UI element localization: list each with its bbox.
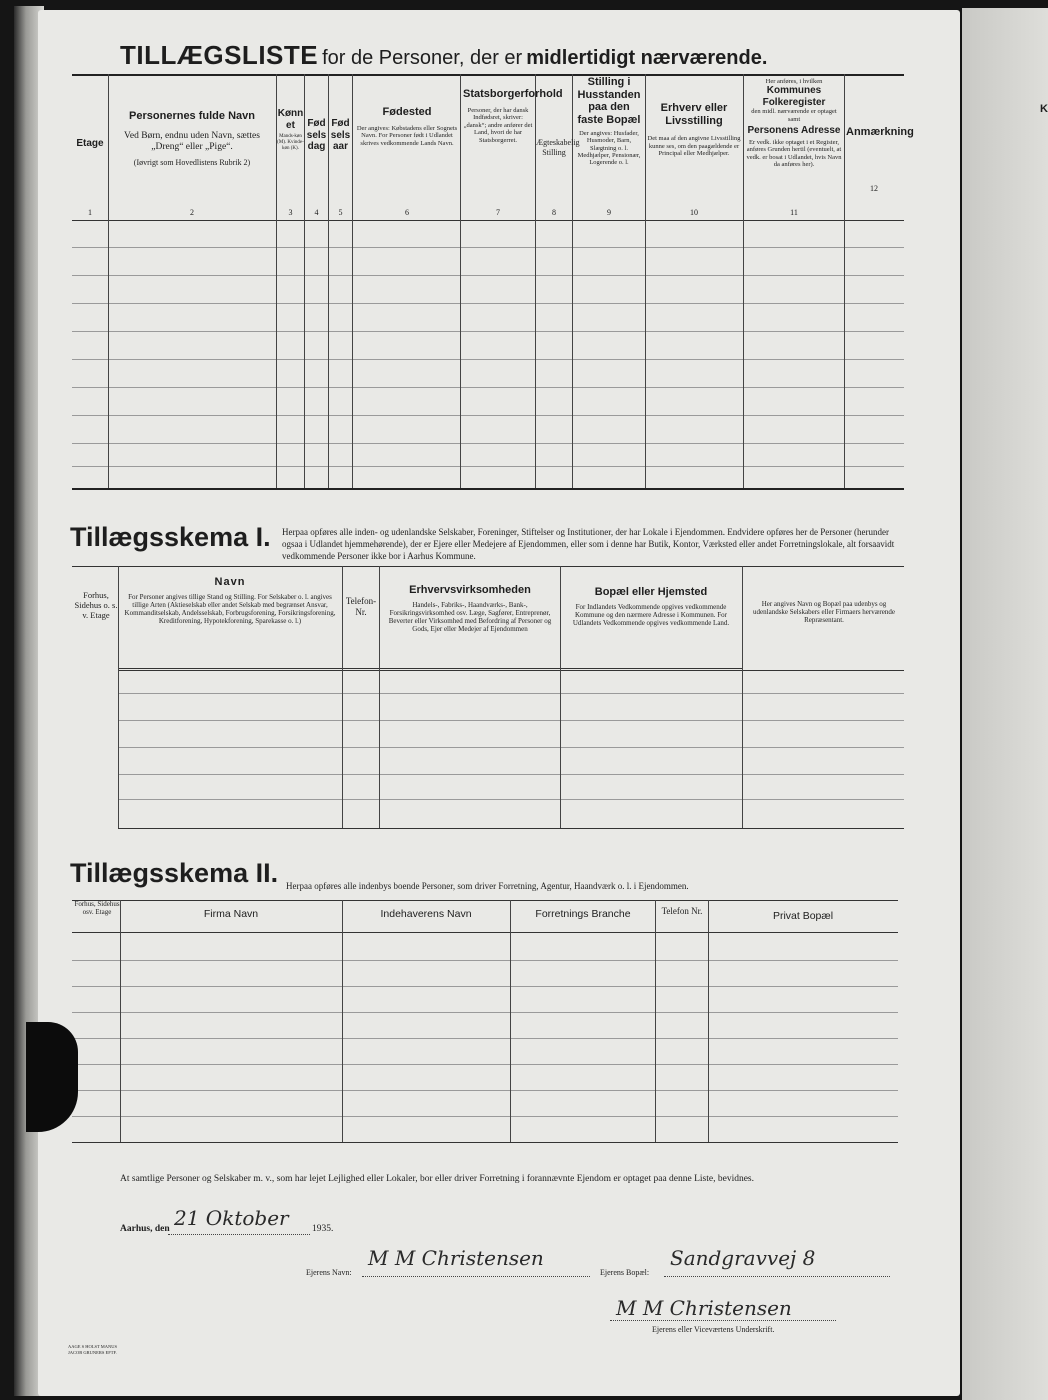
s1-col-residence [562,586,740,627]
col-num-4: 4 [314,208,319,217]
main-title [120,40,767,71]
handwritten-owner: M M Christensen [368,1246,544,1270]
declaration-text: At samtlige Personer og Selskaber m. v., som har lejet Lejlighed eller Lokaler, bor eller driver Forretning i forannævnte Ejendom er optaget paa denne Liste, bevidnes. [120,1174,754,1184]
col-num-10: 10 [690,208,698,217]
skema2-intro: Herpaa opføres alle indenbys boende Personer, som driver Forretning, Agentur, Haandværk o. l. i Ejendommen. [286,881,689,891]
title-bold: TILLÆGSLISTE [120,40,319,70]
col-name-sub: Ved Børn, endnu uden Navn, sættes „Dreng“ eller „Pige“. [124,130,260,152]
title-rest: for de Personer, der er [322,47,523,69]
handwritten-address: Sandgravvej 8 [670,1246,816,1270]
s2-col-private-address: Privat Bopæl [772,910,834,922]
col-occupation-sub: Det maa af den angivne Livsstilling kunne ses, om den paagældende er Principal eller Medhjælper. [647,135,741,158]
handwritten-signature: M M Christensen [616,1296,792,1320]
s1-col-phone: Telefon-Nr. [345,596,377,617]
s2-col-owner: Indehaverens Navn [380,908,472,920]
col-name-note: (Iøvrigt som Hovedlistens Rubrik 2) [133,158,251,168]
col-household [574,76,644,167]
col-birthday: Fødselsdag [306,118,327,152]
col-sex-sub: Mands-køn (M). Kvinde-køn (K). [277,134,304,151]
title-bold2: midlertidigt nærværende. [526,47,768,69]
col-num-1: 1 [88,208,92,217]
col-num-9: 9 [607,208,611,217]
s2-col-floor: Forhus, Sidehus osv. Etage [74,900,120,917]
col-household-title: Stilling i Husstanden paa den faste Bopæl [577,76,641,126]
s2-col-firm: Firma Navn [203,908,259,920]
s1-col-name [120,576,340,625]
adjacent-page-letter: K [1040,103,1048,115]
col-register [745,78,843,169]
s1-col-name-title: Navn [214,576,246,588]
skema1-intro: Herpaa opføres alle inden- og udenlandske Selskaber, Foreninger, Stiftelser og Institutioner, der har Lokale i Ejendommen. Endvidere opføres her de Personer (herunder ogsaa i Udlandet hjemmehørende), der er Ejere eller Medejere af Ejendommen, eller som i denne har Butik, Kontor, Værksted eller andet Forretningslokale, alt forsaavidt vedkommende Personer ikke bor i Aarhus Kommune. [282,527,895,562]
signature-label: Ejerens eller Viceværtens Underskrift. [652,1325,775,1334]
col-occupation-title: Erhverv eller Livsstilling [660,102,728,127]
s2-col-phone: Telefon Nr. [661,906,703,916]
col-num-5: 5 [338,208,343,217]
s1-col-floor: Forhus, Sidehus o. s. v. Etage [74,590,118,621]
adjacent-page [962,8,1048,1400]
col-citizenship-sub: Personer, der har dansk Indfødsret, skriver: „dansk“; andre anfører det Land, hvori de har Statsborgerret. [463,106,533,144]
place-label: Aarhus, den [120,1224,170,1234]
col-num-6: 6 [405,208,409,217]
col-birthplace-title: Fødested [382,106,432,118]
col-name-title: Personernes fulde Navn [129,110,255,122]
col-num-11: 11 [790,208,798,217]
col-marital: Ægteskabelig Stilling [536,138,580,157]
col-num-7: 7 [496,208,500,217]
s1-col-residence-title: Bopæl eller Hjemsted [594,586,708,598]
address-label: Ejerens Bopæl: [600,1268,650,1277]
skema2-title: Tillægsskema II. [70,858,279,888]
s1-col-business-sub: Handels-, Fabriks-, Haandværks-, Bank-, Forsikringsvirksomhed osv. Læge, Sagfører, Entreprenør, Beverter eller Virksomhed med Befordring af Personer og Gods, Ejer eller Medejer af Ejendommen [388,600,552,633]
col-num-12: 12 [870,184,878,193]
skema1-title: Tillægsskema I. [70,522,271,552]
s1-col-business [381,584,559,633]
col-num-2: 2 [190,208,194,217]
col-register-mid: den midl. nærværende er optaget samt [751,108,837,123]
s2-col-branch: Forretnings Branche [535,908,631,920]
col-register-title2: Personens Adresse [747,125,841,137]
col-name [110,110,274,168]
s1-col-residence-sub: For Indlandets Vedkommende opgives vedkommende Kommune og den nærmere Adresse i Kommunen. For Udlandets Vedkommende opgives vedkommende Land. [572,602,730,627]
owner-label: Ejerens Navn: [306,1268,352,1277]
col-etage: Etage [76,138,104,149]
handwritten-date: 21 Oktober [174,1206,289,1230]
binding-tab [26,1022,78,1132]
col-register-top: Her anføres, i hvilken [765,78,823,85]
year: 1935. [312,1224,334,1234]
s1-col-representative: Her angives Navn og Bopæl paa udenbys og udenlandske Selskabers eller Firmaers herværende Repræsentant. [753,600,895,625]
col-citizenship-title: Statsborgerforhold [463,88,563,100]
s1-col-name-sub: For Personer angives tillige Stand og Stilling. For Selskaber o. l. angives tillige Arten (Aktieselskab eller andet Selskab med begrænset Ansvar, Kommanditselskab, Andelsselskab, Forbrugsforening, Forsikringsforening, Kreditforening, Hypotekforening, Sparekasse o. l.) [124,592,336,625]
col-birthyear: Fødselsaar [330,118,351,152]
col-citizenship [463,88,563,144]
col-remarks: Anmærkning [846,126,914,138]
col-sex [277,108,304,151]
printer-mark: AAGE S HOLST MANUS JACOB GRUNERS EFTF. [68,1344,118,1355]
col-register-sub: Er vedk. ikke optaget i et Register, anføres Grunden hertil (eventuelt, at vedk. er bosat i Udlandet, hvis Navn da anføres her). [746,138,842,169]
s1-col-business-title: Erhvervsvirksomheden [409,584,531,596]
col-household-sub: Der angives: Husfader, Husmoder, Barn, Slægtning o. l. Medhjælper, Pensionær, Logerende o. l. [577,129,641,167]
form-page [38,10,960,1396]
col-sex-title: Kønnet [277,108,304,131]
col-num-3: 3 [288,208,293,217]
col-birthplace-sub: Der angives: Købstadens eller Sognets Navn. For Personer født i Udlandet skrives vedkommende Lands Navn. [356,124,458,147]
col-num-8: 8 [552,208,556,217]
col-occupation [647,102,741,158]
col-birthplace [356,106,458,147]
col-register-title: Kommunes Folkeregister [762,85,826,108]
